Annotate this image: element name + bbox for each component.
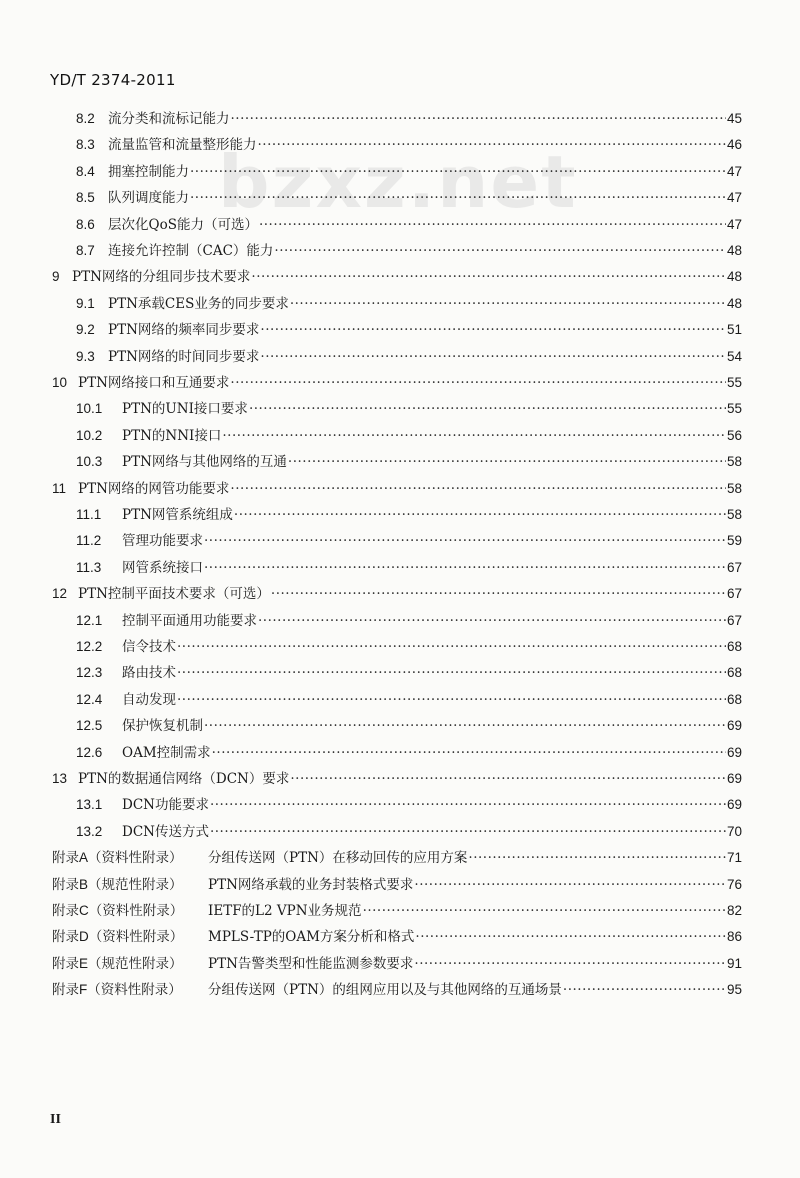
toc-entry[interactable] — [52, 477, 742, 499]
dot-leader — [234, 507, 726, 523]
toc-entry-page: 46 — [726, 137, 742, 153]
toc-entry-title: 连接允许控制（CAC）能力 — [108, 243, 274, 259]
toc-entry-title: 层次化QoS能力（可选） — [108, 216, 258, 233]
toc-entry-number: 12.3 — [76, 665, 103, 681]
toc-entry-page: 58 — [726, 507, 742, 522]
dot-leader — [258, 613, 726, 629]
toc-entry-page: 54 — [726, 348, 742, 364]
toc-entry[interactable] — [76, 714, 742, 736]
toc-entry[interactable] — [76, 661, 742, 683]
toc-entry-number: 附录D（资料性附录） — [52, 929, 184, 945]
toc-entry-page: 67 — [726, 559, 742, 575]
toc-entry[interactable] — [52, 582, 742, 604]
dot-leader — [288, 454, 726, 470]
toc-entry-title: PTN网络的网管功能要求 — [78, 480, 230, 497]
dot-leader — [259, 217, 726, 233]
toc-entry[interactable] — [76, 397, 742, 419]
dot-leader — [260, 322, 726, 338]
toc-entry-page: 59 — [726, 533, 742, 549]
toc-entry[interactable] — [76, 186, 742, 208]
toc-entry-number: 12 — [52, 586, 68, 602]
toc-entry-number: 12.1 — [76, 612, 103, 628]
toc-entry-page: 69 — [726, 797, 742, 813]
dot-leader — [290, 296, 726, 312]
toc-entry[interactable] — [52, 978, 742, 1000]
dot-leader — [222, 428, 726, 444]
toc-entry-page: 47 — [726, 190, 742, 206]
toc-entry-number: 10.1 — [76, 401, 103, 417]
toc-entry[interactable] — [52, 899, 742, 921]
toc-entry-title: 管理功能要求 — [122, 533, 203, 550]
toc-entry-number: 11.3 — [76, 559, 102, 575]
toc-entry-number: 10.2 — [76, 427, 103, 443]
toc-entry-number: 13.1 — [76, 797, 103, 813]
page-number: II — [50, 1112, 61, 1127]
dot-leader — [363, 903, 726, 919]
toc-entry-number: 10.3 — [76, 454, 103, 470]
toc-entry-page: 71 — [726, 850, 742, 866]
dot-leader — [563, 982, 726, 998]
toc-entry-title: 自动发现 — [122, 691, 176, 708]
toc-entry[interactable] — [76, 450, 742, 472]
toc-entry-title: PTN网络的频率同步要求 — [108, 322, 260, 339]
toc-entry-page: 68 — [726, 639, 742, 654]
toc-entry-title: PTN网管系统组成 — [122, 507, 233, 523]
dot-leader — [468, 850, 726, 866]
dot-leader — [230, 481, 726, 497]
toc-entry-page: 58 — [726, 454, 742, 470]
toc-entry-title: PTN的UNI接口要求 — [122, 401, 248, 418]
toc-entry-number: 12.6 — [76, 744, 103, 760]
toc-entry-number: 9.1 — [76, 295, 95, 311]
document-code: YD/T 2374-2011 — [50, 71, 176, 89]
toc-entry[interactable] — [76, 239, 742, 261]
toc-entry-number: 13 — [52, 771, 68, 786]
toc-entry-page: 58 — [726, 480, 742, 496]
toc-entry[interactable] — [52, 767, 742, 789]
toc-entry-number: 9.2 — [76, 322, 95, 338]
toc-entry-number: 11 — [52, 480, 67, 496]
toc-entry-number: 9.3 — [76, 348, 95, 364]
dot-leader — [415, 929, 726, 945]
toc-entry-title: DCN功能要求 — [122, 797, 209, 814]
dot-leader — [249, 401, 726, 417]
toc-entry-page: 76 — [726, 876, 742, 892]
dot-leader — [212, 745, 726, 761]
toc-entry-number: 8.7 — [76, 243, 95, 258]
toc-entry-title: PTN的NNI接口 — [122, 427, 222, 444]
toc-entry-page: 68 — [726, 691, 742, 707]
toc-entry-page: 69 — [726, 718, 742, 734]
toc-entry[interactable] — [52, 873, 742, 895]
dot-leader — [210, 797, 726, 813]
toc-entry-number: 12.5 — [76, 718, 103, 734]
toc-entry-page: 67 — [726, 612, 742, 628]
toc-entry-number: 附录C（资料性附录） — [52, 903, 184, 918]
toc-entry-page: 48 — [726, 269, 742, 285]
toc-entry[interactable] — [76, 741, 742, 763]
toc-entry[interactable] — [76, 609, 742, 631]
dot-leader — [210, 824, 726, 840]
dot-leader — [260, 349, 726, 365]
dot-leader — [271, 586, 726, 602]
dot-leader — [204, 533, 726, 549]
toc-entry-title: MPLS-TP的OAM方案分析和格式 — [208, 929, 415, 946]
toc-entry-page: 47 — [726, 163, 742, 179]
toc-entry-title: 分组传送网（PTN）在移动回传的应用方案 — [208, 850, 468, 867]
toc-entry-title: 队列调度能力 — [108, 190, 189, 207]
toc-entry-title: PTN网络的时间同步要求 — [108, 348, 260, 365]
toc-entry-title: PTN承载CES业务的同步要求 — [108, 295, 289, 312]
dot-leader — [414, 877, 726, 893]
toc-entry-title: 流量监管和流量整形能力 — [108, 137, 257, 154]
toc-entry-title: 保护恢复机制 — [122, 718, 203, 735]
toc-entry-number: 附录A（资料性附录） — [52, 850, 183, 866]
dot-leader — [290, 771, 726, 787]
dot-leader — [231, 111, 726, 127]
toc-entry-page: 91 — [726, 955, 742, 971]
toc-entry-number: 8.3 — [76, 137, 95, 153]
toc-entry-number: 13.2 — [76, 823, 103, 839]
toc-entry-number: 8.2 — [76, 111, 95, 126]
toc-entry[interactable] — [76, 820, 742, 842]
toc-entry-title: 信令技术 — [122, 639, 176, 655]
toc-entry-number: 8.5 — [76, 190, 95, 206]
toc-entry[interactable] — [76, 529, 742, 551]
toc-entry-title: DCN传送方式 — [122, 823, 209, 840]
toc-entry-page: 70 — [726, 823, 742, 839]
dot-leader — [258, 137, 726, 153]
dot-leader — [414, 956, 726, 972]
toc-entry-title: OAM控制需求 — [122, 744, 211, 761]
toc-entry-number: 附录E（规范性附录） — [52, 955, 183, 971]
dot-leader — [204, 560, 726, 576]
watermark: bzxz.net — [218, 140, 578, 224]
toc-entry[interactable] — [76, 213, 742, 235]
toc-entry[interactable] — [52, 846, 742, 868]
toc-entry-title: PTN告警类型和性能监测参数要求 — [208, 955, 414, 972]
toc-entry-title: 分组传送网（PTN）的组网应用以及与其他网络的互通场景 — [208, 982, 562, 999]
toc-entry[interactable] — [76, 688, 742, 710]
toc-entry-number: 12.2 — [76, 639, 103, 654]
toc-entry-title: PTN网络与其他网络的互通 — [122, 454, 287, 471]
toc-entry-title: 控制平面通用功能要求 — [122, 612, 257, 629]
dot-leader — [230, 375, 726, 391]
toc-entry-title: 拥塞控制能力 — [108, 163, 189, 180]
toc-entry-number: 8.4 — [76, 163, 95, 179]
toc-entry-page: 86 — [726, 929, 742, 945]
toc-entry-title: PTN网络接口和互通要求 — [78, 375, 230, 391]
toc-entry-number: 8.6 — [76, 216, 95, 232]
toc-entry[interactable] — [76, 133, 742, 155]
toc-entry-title: 网管系统接口 — [122, 559, 203, 576]
dot-leader — [190, 190, 726, 206]
toc-entry-title: IETF的L2 VPN业务规范 — [208, 903, 362, 919]
toc-entry[interactable] — [52, 952, 742, 974]
toc-entry-page: 95 — [726, 982, 742, 998]
dot-leader — [177, 639, 726, 655]
toc-entry[interactable] — [76, 318, 742, 340]
dot-leader — [190, 164, 726, 180]
toc-entry[interactable] — [76, 160, 742, 182]
toc-entry-title: PTN的数据通信网络（DCN）要求 — [78, 771, 290, 787]
toc-entry[interactable] — [52, 925, 742, 947]
toc-entry-number: 11.2 — [76, 533, 102, 549]
toc-entry[interactable] — [76, 424, 742, 446]
toc-entry-title: 流分类和流标记能力 — [108, 111, 230, 127]
toc-entry-page: 55 — [726, 401, 742, 417]
toc-entry-title: PTN网络的分组同步技术要求 — [72, 269, 251, 286]
toc-entry-page: 69 — [726, 771, 742, 786]
dot-leader — [251, 269, 726, 285]
toc-entry-title: 路由技术 — [122, 665, 176, 682]
toc-entry-number: 12.4 — [76, 691, 103, 707]
dot-leader — [177, 665, 726, 681]
toc-entry-number: 附录F（资料性附录） — [52, 982, 182, 998]
toc-entry-page: 68 — [726, 665, 742, 681]
toc-entry[interactable] — [76, 556, 742, 578]
toc-entry-page: 45 — [726, 111, 742, 126]
toc-entry[interactable] — [76, 635, 742, 657]
toc-entry-page: 67 — [726, 586, 742, 602]
toc-entry-number: 9 — [52, 269, 60, 285]
toc-entry[interactable] — [52, 371, 742, 393]
dot-leader — [177, 692, 726, 708]
toc-entry-page: 55 — [726, 375, 742, 390]
toc-entry-number: 附录B（规范性附录） — [52, 876, 183, 892]
toc-entry[interactable] — [76, 345, 742, 367]
toc-entry-title: PTN控制平面技术要求（可选） — [78, 586, 270, 603]
toc-entry[interactable] — [52, 265, 742, 287]
toc-entry[interactable] — [76, 503, 742, 525]
toc-entry-number: 11.1 — [76, 507, 102, 522]
toc-entry-page: 69 — [726, 744, 742, 760]
toc-entry-page: 82 — [726, 903, 742, 918]
dot-leader — [204, 718, 726, 734]
toc-entry[interactable] — [76, 292, 742, 314]
toc-entry[interactable] — [76, 107, 742, 129]
toc-entry-page: 47 — [726, 216, 742, 232]
dot-leader — [274, 243, 726, 259]
toc-entry-page: 56 — [726, 427, 742, 443]
toc-entry[interactable] — [76, 793, 742, 815]
toc-entry-title: PTN网络承载的业务封装格式要求 — [208, 876, 414, 893]
toc-entry-number: 10 — [52, 375, 68, 390]
toc-entry-page: 48 — [726, 243, 742, 258]
toc-entry-page: 48 — [726, 295, 742, 311]
toc-entry-page: 51 — [726, 322, 742, 338]
